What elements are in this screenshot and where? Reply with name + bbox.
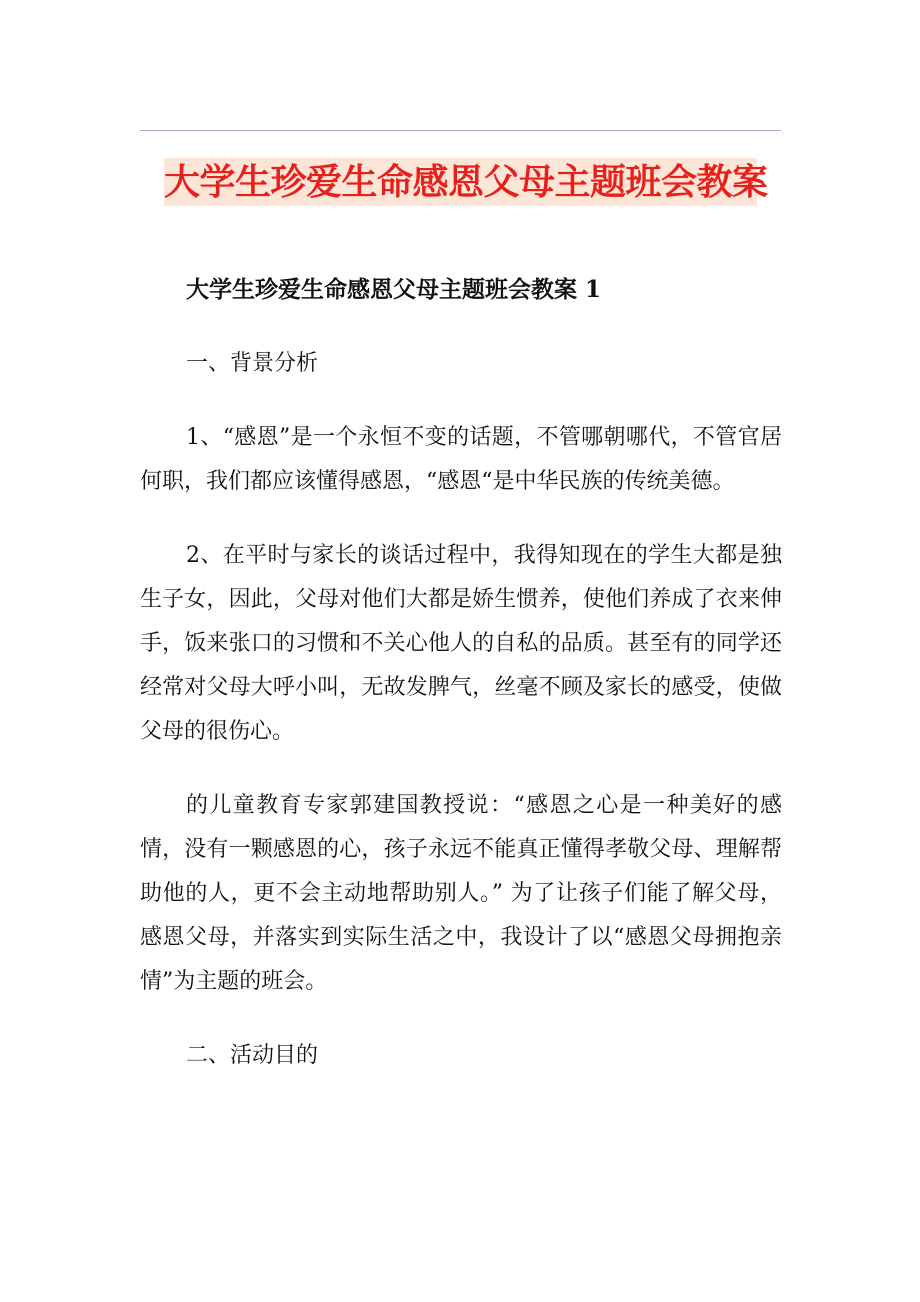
document-body	[140, 268, 782, 1108]
top-rule	[140, 130, 781, 131]
section-heading-purpose: 二、活动目的	[186, 1043, 319, 1068]
document-subtitle: 大学生珍爱生命感恩父母主题班会教案 1	[186, 276, 602, 303]
section-heading-background: 一、背景分析	[186, 351, 319, 376]
paragraph-1: 1、“感恩”是一个永恒不变的话题，不管哪朝哪代，不管官居何职，我们都应该懂得感恩，“感恩“是中华民族的传统美德。	[140, 425, 782, 494]
document-title: 大学生珍爱生命感恩父母主题班会教案	[164, 161, 768, 203]
paragraph-2: 2、在平时与家长的谈话过程中，我得知现在的学生大都是独生子女，因此，父母对他们大都是娇生惯养，使他们养成了衣来伸手，饭来张口的习惯和不关心他人的自私的品质。甚至有的同学还经常对父母大呼小叫，无故发脾气，丝毫不顾及家长的感受，使做父母的很伤心。	[140, 543, 782, 744]
paragraph-3: 的儿童教育专家郭建国教授说：“感恩之心是一种美好的感情，没有一颗感恩的心，孩子永远不能真正懂得孝敬父母、理解帮助他的人，更不会主动地帮助别人。” 为了让孩子们能了解父母，感恩父母，并落实到实际生活之中，我设计了以“感恩父母拥抱亲情”为主题的班会。	[140, 793, 782, 994]
